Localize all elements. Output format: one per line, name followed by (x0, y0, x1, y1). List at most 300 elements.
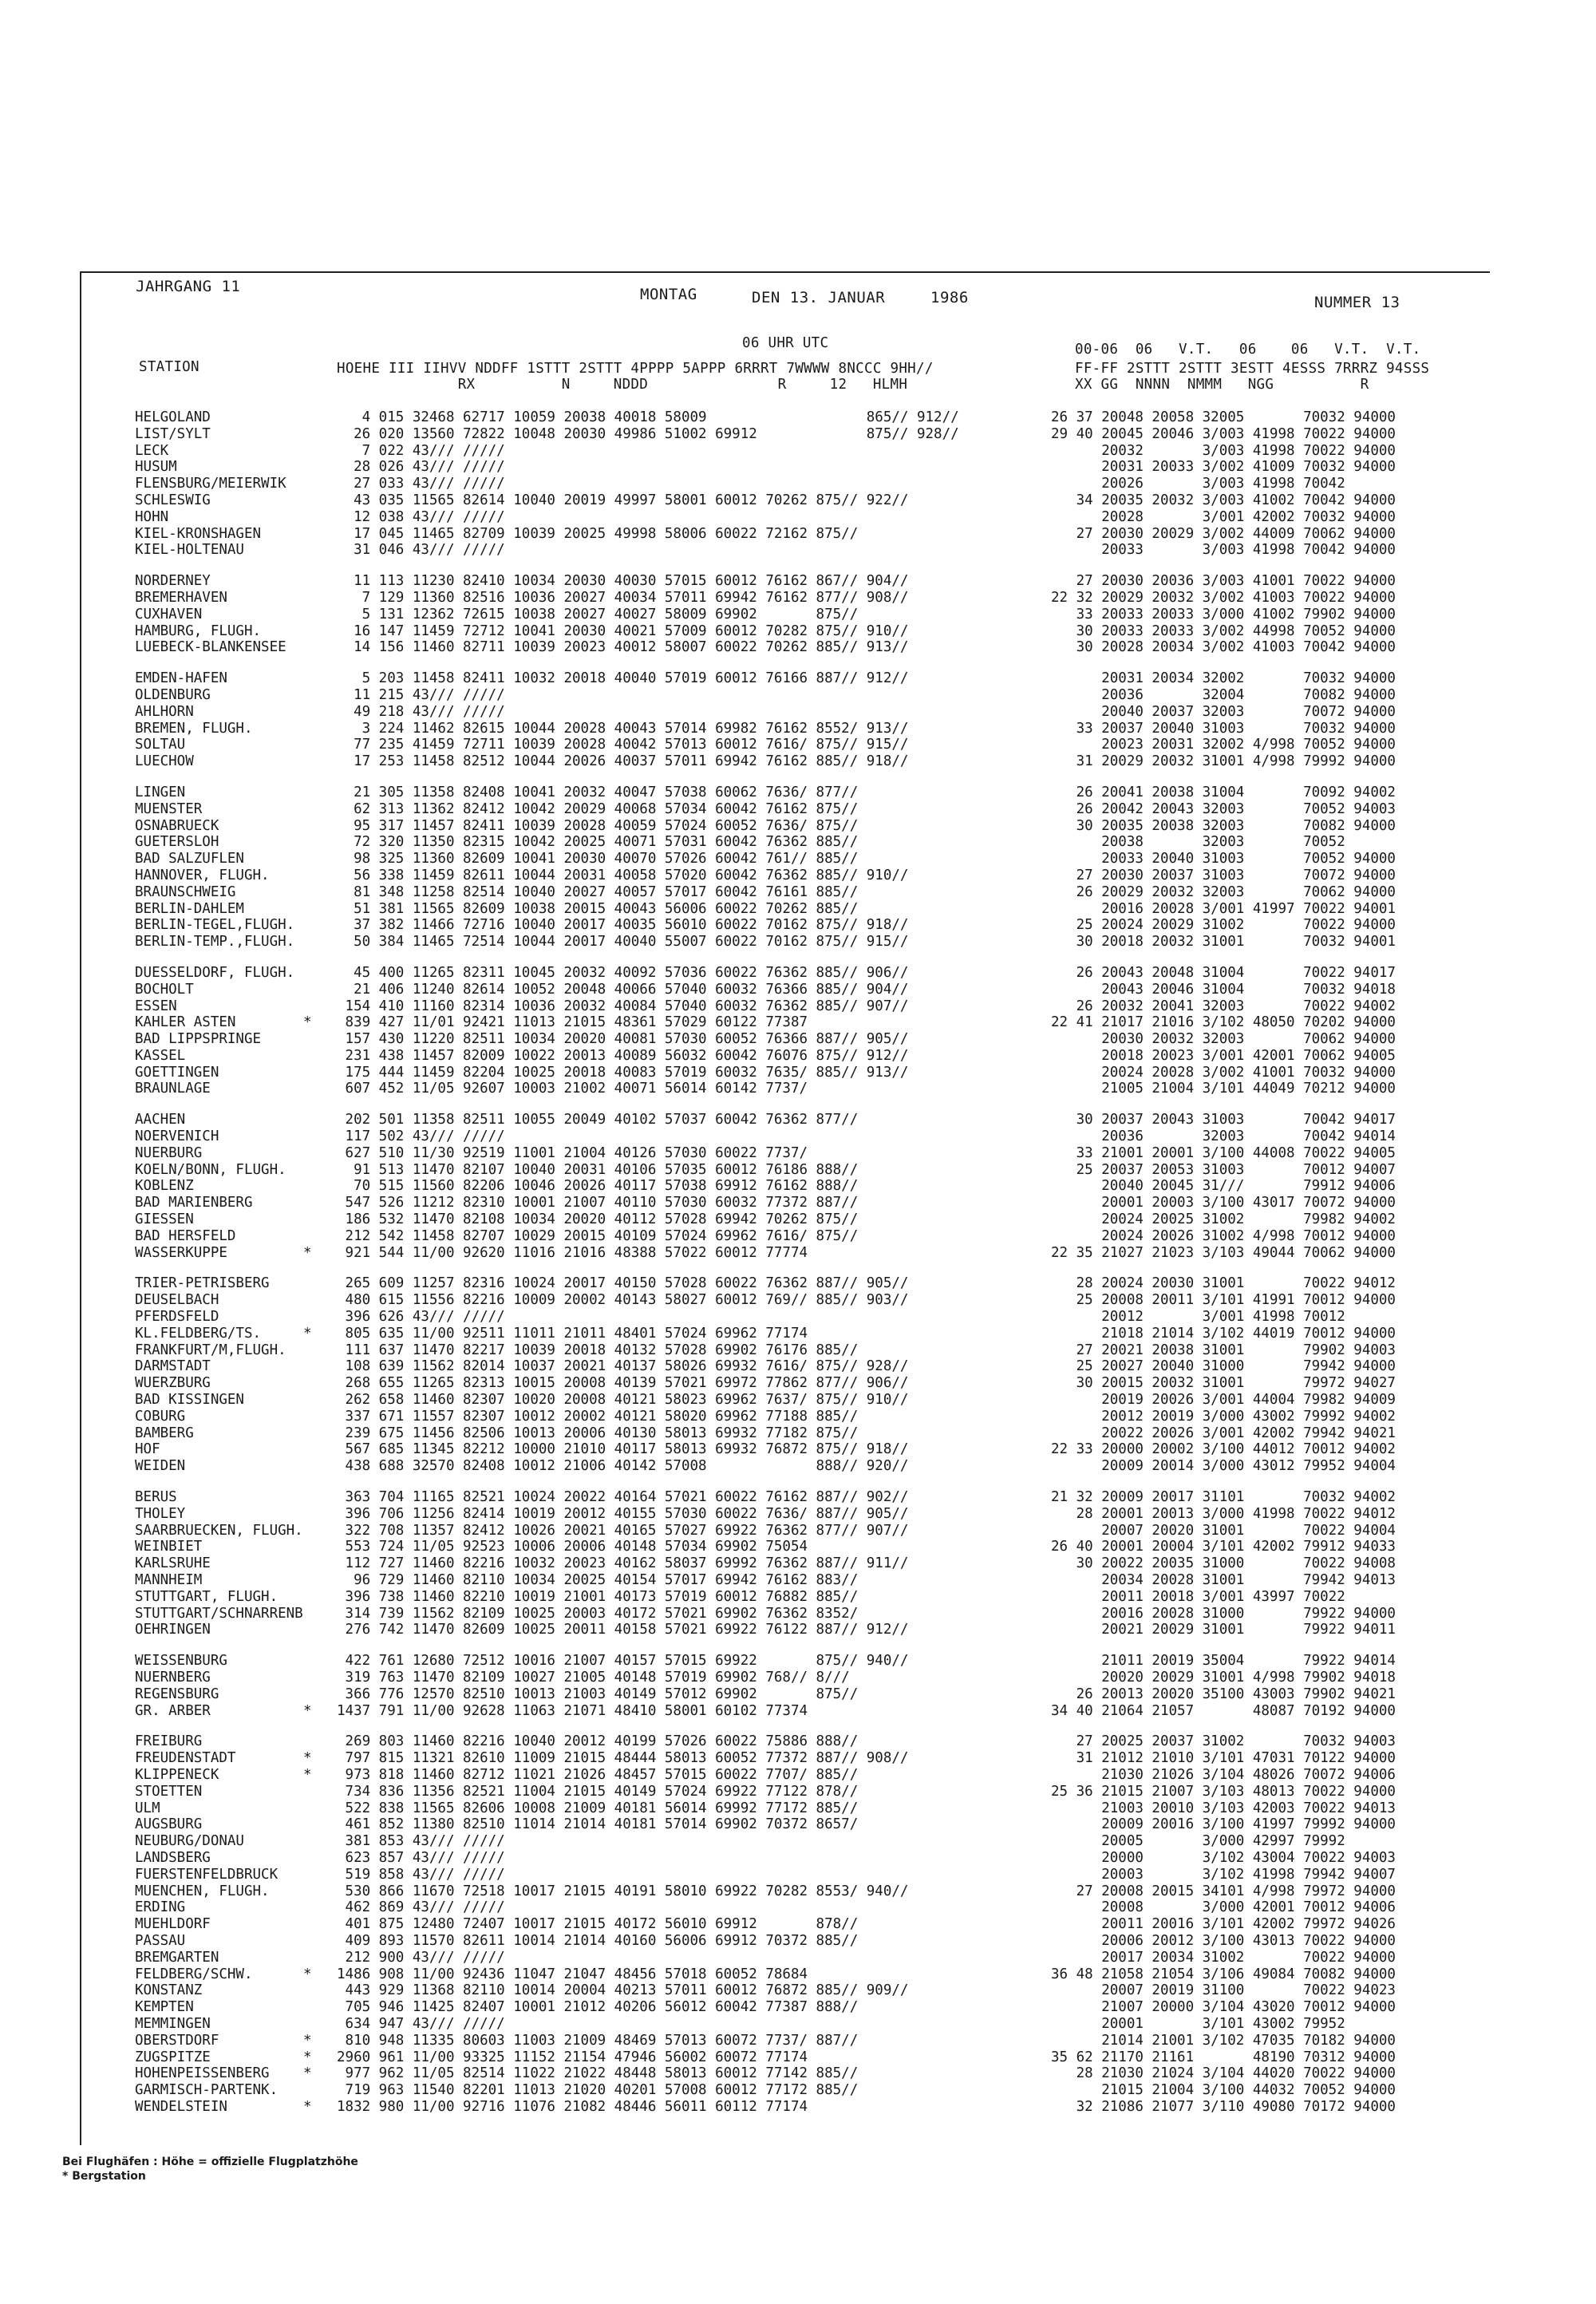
station-name: KAHLER ASTEN (135, 1014, 236, 1031)
station-row (81, 670, 1490, 687)
main-values: 157 430 11220 82511 10034 20020 40081 57030 60052 76366 887// 905// (337, 1031, 909, 1048)
side-values: 26 20032 20041 32003 70022 94002 (1051, 998, 1396, 1014)
main-values: 265 609 11257 82316 10024 20017 40150 57028 60022 76362 887// 905// (337, 1275, 909, 1292)
station-name: WEIDEN (135, 1458, 186, 1475)
mountain-marker: * (303, 1966, 312, 1982)
station-row (81, 721, 1490, 737)
station-row (81, 1622, 1490, 1638)
side-values: 36 48 21058 21054 3/106 49084 70082 94000 (1051, 1966, 1396, 1982)
mountain-marker: * (303, 1244, 312, 1261)
station-row (81, 1195, 1490, 1211)
main-values: 45 400 11265 82311 10045 20032 40092 57036 60022 76362 885// 906// (337, 964, 909, 981)
side-values: 20012 3/001 41998 70012 (1051, 1309, 1345, 1326)
station-name: FELDBERG/SCHW. (135, 1966, 253, 1982)
main-values: 719 963 11540 82201 11013 21020 40201 57008 60012 77172 885// (337, 2082, 859, 2099)
main-values: 1832 980 11/00 92716 11076 21082 48446 56011 60112 77174 (337, 2098, 808, 2115)
date-label: DEN 13. JANUAR (752, 289, 886, 306)
main-values: 401 875 12480 72407 10017 21015 40172 56010 69912 878// (337, 1916, 859, 1933)
mountain-marker: * (303, 1750, 312, 1767)
station-row (81, 1523, 1490, 1539)
main-values: 212 542 11458 82707 10029 20015 40109 57024 69962 7616/ 875// (337, 1227, 859, 1244)
station-name: HOHENPEISSENBERG (135, 2065, 270, 2082)
main-values: 5 203 11458 82411 10032 20018 40040 57019 60012 76166 887// 912// (337, 670, 909, 687)
main-values: 70 515 11560 82206 10046 20026 40117 57038 69912 76162 888// (337, 1178, 859, 1195)
station-row (81, 1800, 1490, 1817)
main-values: 12 038 43/// ///// (337, 508, 505, 525)
main-values: 91 513 11470 82107 10040 20031 40106 57035 60012 76186 888// (337, 1161, 859, 1178)
station-name: KL.FELDBERG/TS. (135, 1325, 262, 1342)
main-values: 623 857 43/// ///// (337, 1849, 505, 1866)
station-name: ERDING (135, 1899, 186, 1916)
station-group (81, 1653, 1490, 1719)
main-values: 396 738 11460 82210 10019 21001 40173 57019 60012 76882 885// (337, 1588, 859, 1605)
station-row (81, 1065, 1490, 1081)
side-values: 30 20022 20035 31000 70022 94008 (1051, 1555, 1396, 1572)
main-values: 522 838 11565 82606 10008 21009 40181 56014 69992 77172 885// (337, 1800, 859, 1816)
station-row (81, 704, 1490, 721)
side-values: 20031 20033 3/002 41009 70032 94000 (1051, 459, 1396, 476)
station-row (81, 509, 1490, 526)
main-values: 1486 908 11/00 92436 11047 21047 48456 57018 60052 78684 (337, 1966, 808, 1982)
side-values: 20022 20026 3/001 42002 79942 94021 (1051, 1425, 1396, 1441)
main-values: 14 156 11460 82711 10039 20023 40012 58007 60022 70262 885// 913// (337, 639, 909, 656)
station-name: KONSTANZ (135, 1982, 203, 1999)
station-row (81, 1275, 1490, 1292)
side-values: 25 36 21015 21007 3/103 48013 70022 94000 (1051, 1783, 1396, 1800)
main-values: 7 022 43/// ///// (337, 442, 505, 459)
main-values: 27 033 43/// ///// (337, 476, 505, 492)
main-values: 212 900 43/// ///// (337, 1949, 505, 1966)
main-values: 627 510 11/30 92519 11001 21004 40126 57030 60022 7737/ (337, 1144, 808, 1161)
station-name: NUERBURG (135, 1144, 203, 1161)
station-name: MEMMINGEN (135, 2015, 211, 2032)
main-values: 49 218 43/// ///// (337, 703, 505, 720)
side-values: 20020 20029 31001 4/998 79902 94018 (1051, 1669, 1396, 1686)
station-row (81, 1228, 1490, 1245)
side-values: 20024 20026 31002 4/998 70012 94000 (1051, 1227, 1396, 1244)
main-values: 16 147 11459 72712 10041 20030 40021 57009 60012 70282 875// 910// (337, 622, 909, 639)
station-row (81, 2016, 1490, 2033)
mountain-marker: * (303, 2049, 312, 2065)
side-values: 30 20028 20034 3/002 41003 70042 94000 (1051, 639, 1396, 656)
station-row (81, 492, 1490, 509)
side-values: 35 62 21170 21161 48190 70312 94000 (1051, 2049, 1396, 2065)
side-values: 20009 20016 3/100 41997 79992 94000 (1051, 1816, 1396, 1833)
station-row (81, 1867, 1490, 1883)
station-row (81, 737, 1490, 753)
station-row (81, 1162, 1490, 1179)
station-name: OLDENBURG (135, 686, 211, 703)
station-group (81, 784, 1490, 950)
main-values: 839 427 11/01 92421 11013 21015 48361 57029 60122 77387 (337, 1014, 808, 1031)
station-row (81, 1392, 1490, 1409)
station-group (81, 573, 1490, 656)
side-values: 20034 20028 31001 79942 94013 (1051, 1572, 1396, 1588)
station-row (81, 1292, 1490, 1309)
station-row (81, 1081, 1490, 1097)
main-values: 366 776 12570 82510 10013 21003 40149 57012 69902 875// (337, 1686, 859, 1702)
station-row (81, 1933, 1490, 1950)
station-row (81, 1458, 1490, 1475)
station-row (81, 1686, 1490, 1703)
station-row (81, 1425, 1490, 1442)
station-name: BOCHOLT (135, 981, 194, 998)
station-row (81, 1916, 1490, 1933)
station-name: BERLIN-TEMP.,FLUGH. (135, 934, 295, 950)
main-values: 111 637 11470 82217 10039 20018 40132 57028 69902 76176 885// (337, 1342, 859, 1358)
main-values: 422 761 12680 72512 10016 21007 40157 57015 69922 875// 940// (337, 1653, 909, 1670)
station-name: LECK (135, 442, 169, 459)
footnote-airports: Bei Flughäfen : Höhe = offizielle Flugplatzhöhe (62, 2156, 358, 2168)
main-values: 462 869 43/// ///// (337, 1899, 505, 1916)
main-values: 96 729 11460 82110 10034 20025 40154 57017 69942 76162 883// (337, 1572, 859, 1588)
side-values: 20040 20037 32003 70072 94000 (1051, 703, 1396, 720)
station-name: NEUBURG/DONAU (135, 1833, 244, 1850)
station-row (81, 687, 1490, 704)
station-row (81, 639, 1490, 656)
station-group (81, 965, 1490, 1097)
year-label: 1986 (930, 289, 969, 306)
side-values: 30 20033 20033 3/002 44998 70052 94000 (1051, 622, 1396, 639)
main-values: 396 706 11256 82414 10019 20012 40155 57030 60022 7636/ 887// 905// (337, 1505, 909, 1522)
observation-time: 06 UHR UTC (742, 335, 829, 351)
station-name: BAMBERG (135, 1425, 194, 1441)
station-row (81, 607, 1490, 623)
main-values: 547 526 11212 82310 10001 21007 40110 57030 60032 77372 887// (337, 1195, 859, 1211)
station-name: WUERZBURG (135, 1375, 211, 1392)
station-name: LUECHOW (135, 753, 194, 770)
issue-number: NUMMER 13 (1314, 294, 1400, 311)
main-values: 5 131 12362 72615 10038 20027 40027 58009 69902 875// (337, 606, 859, 622)
main-values: 438 688 32570 82408 10012 21006 40142 57008 888// 920// (337, 1458, 909, 1475)
main-values: 21 406 11240 82614 10052 20048 40066 57040 60032 76366 885// 904// (337, 981, 909, 998)
main-values: 112 727 11460 82216 10032 20023 40162 58037 69992 76362 887// 911// (337, 1555, 909, 1572)
station-name: BREMERHAVEN (135, 589, 227, 606)
station-name: FUERSTENFELDBRUCK (135, 1866, 279, 1883)
station-name: SAARBRUECKEN, FLUGH. (135, 1522, 303, 1539)
side-values: 27 20030 20037 31003 70072 94000 (1051, 867, 1396, 883)
side-values: 32 21086 21077 3/110 49080 70172 94000 (1051, 2098, 1396, 2115)
side-values: 21030 21026 3/104 48026 70072 94006 (1051, 1766, 1396, 1783)
station-name: KLIPPENECK (135, 1766, 219, 1783)
main-values: 530 866 11670 72518 10017 21015 40191 58010 69922 70282 8553/ 940// (337, 1883, 909, 1899)
station-name: MUENSTER (135, 800, 203, 817)
station-row (81, 1358, 1490, 1375)
station-name: REGENSBURG (135, 1686, 219, 1702)
main-values: 72 320 11350 82315 10042 20025 40071 57031 60042 76362 885// (337, 834, 859, 851)
side-values: 33 20033 20033 3/000 41002 79902 94000 (1051, 606, 1396, 622)
side-values: 22 33 20000 20002 3/100 44012 70012 94002 (1051, 1441, 1396, 1458)
station-name: FRANKFURT/M,FLUGH. (135, 1342, 286, 1358)
mountain-marker: * (303, 1014, 312, 1031)
side-values: 20043 20046 31004 70032 94018 (1051, 981, 1396, 998)
station-row (81, 917, 1490, 934)
main-values: 269 803 11460 82216 10040 20012 40199 57026 60022 75886 888// (337, 1733, 859, 1750)
side-values: 20033 3/003 41998 70042 94000 (1051, 542, 1396, 559)
station-row (81, 1409, 1490, 1425)
mountain-marker: * (303, 1325, 312, 1342)
station-name: GIESSEN (135, 1211, 194, 1228)
side-values: 26 37 20048 20058 32005 70032 94000 (1051, 409, 1396, 425)
main-values: 734 836 11356 82521 11004 21015 40149 57024 69922 77122 878// (337, 1783, 859, 1800)
station-name: NORDERNEY (135, 573, 211, 590)
main-values: 977 962 11/05 82514 11022 21022 48448 58013 60012 77142 885// (337, 2065, 859, 2082)
station-name: BAD MARIENBERG (135, 1195, 253, 1211)
station-row (81, 1999, 1490, 2016)
main-values: 268 655 11265 82313 10015 20008 40139 57021 69972 77862 877// 906// (337, 1375, 909, 1392)
station-row (81, 1670, 1490, 1686)
main-values: 50 384 11465 72514 10044 20017 40040 55007 60022 70162 875// 915// (337, 934, 909, 950)
main-values: 276 742 11470 82609 10025 20011 40158 57021 69922 76122 887// 912// (337, 1622, 909, 1638)
station-row (81, 1309, 1490, 1326)
side-values: 20038 32003 70052 (1051, 834, 1345, 851)
station-row (81, 818, 1490, 835)
station-name: WEINBIET (135, 1539, 203, 1555)
station-row (81, 1145, 1490, 1162)
station-name: HAMBURG, FLUGH. (135, 622, 262, 639)
station-row (81, 1245, 1490, 1262)
station-row (81, 1014, 1490, 1031)
side-values: 20036 32004 70082 94000 (1051, 686, 1396, 703)
side-values: 30 20035 20038 32003 70082 94000 (1051, 817, 1396, 834)
side-values: 21003 20010 3/103 42003 70022 94013 (1051, 1800, 1396, 1816)
station-name: ULM (135, 1800, 160, 1816)
side-values: 25 20037 20053 31003 70012 94007 (1051, 1161, 1396, 1178)
station-row (81, 998, 1490, 1015)
side-values: 26 20013 20020 35100 43003 79902 94021 (1051, 1686, 1396, 1702)
station-name: AUGSBURG (135, 1816, 203, 1833)
side-column-periods: 00-06 06 V.T. 06 06 V.T. V.T. (1075, 342, 1421, 358)
station-row (81, 1128, 1490, 1145)
side-values: 20018 20023 3/001 42001 70062 94005 (1051, 1047, 1396, 1064)
station-row (81, 1606, 1490, 1622)
mountain-marker: * (303, 2065, 312, 2082)
side-values: 28 21030 21024 3/104 44020 70022 94000 (1051, 2065, 1396, 2082)
station-row (81, 443, 1490, 460)
station-name: STOETTEN (135, 1783, 203, 1800)
side-values: 25 20024 20029 31002 70022 94000 (1051, 917, 1396, 934)
side-values: 31 21012 21010 3/101 47031 70122 94000 (1051, 1750, 1396, 1767)
main-values: 11 215 43/// ///// (337, 686, 505, 703)
station-name: GOETTINGEN (135, 1064, 219, 1081)
side-values: 27 20025 20037 31002 70032 94003 (1051, 1733, 1396, 1750)
side-values: 20001 20003 3/100 43017 70072 94000 (1051, 1195, 1396, 1211)
station-row (81, 542, 1490, 559)
station-name: BREMEN, FLUGH. (135, 720, 253, 737)
main-values: 37 382 11466 72716 10040 20017 40035 56010 60022 70162 875// 918// (337, 917, 909, 934)
main-column-subcodes: RX N NDDD R 12 HLMH (337, 377, 908, 393)
station-name: BAD KISSINGEN (135, 1392, 244, 1409)
station-row (81, 934, 1490, 950)
main-values: 108 639 11562 82014 10037 20021 40137 58026 69932 7616/ 875// 928// (337, 1358, 909, 1375)
main-values: 43 035 11565 82614 10040 20019 49997 58001 60012 70262 875// 922// (337, 492, 909, 508)
station-name: HELGOLAND (135, 409, 211, 425)
station-row (81, 1589, 1490, 1606)
station-row (81, 1784, 1490, 1800)
main-values: 810 948 11335 80603 11003 21009 48469 57013 60072 7737/ 887// (337, 2032, 859, 2049)
station-group (81, 409, 1490, 559)
station-name: SOLTAU (135, 737, 186, 753)
report-sheet (80, 271, 1490, 2145)
side-values: 20030 20032 32003 70062 94000 (1051, 1031, 1396, 1048)
mountain-marker: * (303, 2032, 312, 2049)
side-values: 30 20037 20043 31003 70042 94017 (1051, 1112, 1396, 1128)
main-values: 31 046 43/// ///// (337, 542, 505, 559)
station-row (81, 476, 1490, 492)
station-name: ESSEN (135, 998, 177, 1014)
side-values: 20023 20031 32002 4/998 70052 94000 (1051, 737, 1396, 753)
side-values: 33 21001 20001 3/100 44008 70022 94005 (1051, 1144, 1396, 1161)
station-row (81, 590, 1490, 607)
station-row (81, 867, 1490, 884)
side-values: 20032 3/003 41998 70022 94000 (1051, 442, 1396, 459)
station-name: BRAUNLAGE (135, 1081, 211, 1097)
station-name: KARLSRUHE (135, 1555, 211, 1572)
side-values: 20017 20034 31002 70022 94000 (1051, 1949, 1396, 1966)
main-values: 337 671 11557 82307 10012 20002 40121 58020 69962 77188 885// (337, 1408, 859, 1425)
side-values: 20007 20019 31100 70022 94023 (1051, 1982, 1396, 1999)
station-name: AHLHORN (135, 703, 194, 720)
station-name: STUTTGART, FLUGH. (135, 1588, 279, 1605)
station-row (81, 1966, 1490, 1983)
station-name: BRAUNSCHWEIG (135, 883, 236, 900)
station-row (81, 1342, 1490, 1359)
station-row (81, 1326, 1490, 1342)
station-row (81, 526, 1490, 543)
station-name: BAD HERSFELD (135, 1227, 236, 1244)
station-row (81, 1572, 1490, 1589)
main-values: 567 685 11345 82212 10000 21010 40117 58013 69932 76872 875// 918// (337, 1441, 909, 1458)
side-values: 20012 20019 3/000 43002 79992 94002 (1051, 1408, 1396, 1425)
station-group (81, 1112, 1490, 1261)
main-values: 805 635 11/00 92511 11011 21011 48401 57024 69962 77174 (337, 1325, 808, 1342)
station-name: BAD SALZUFLEN (135, 851, 244, 867)
station-name: LINGEN (135, 784, 186, 800)
station-name: FREUDENSTADT (135, 1750, 236, 1767)
side-values: 31 20029 20032 31001 4/998 79992 94000 (1051, 753, 1396, 770)
side-values: 20006 20012 3/100 43013 70022 94000 (1051, 1932, 1396, 1949)
side-values: 30 20015 20032 31001 79972 94027 (1051, 1375, 1396, 1392)
main-values: 231 438 11457 82009 10022 20013 40089 56032 60042 76076 875// 912// (337, 1047, 909, 1064)
station-row (81, 459, 1490, 476)
station-group (81, 1275, 1490, 1475)
side-values: 22 41 21017 21016 3/102 48050 70202 94000 (1051, 1014, 1396, 1031)
side-values: 20019 20026 3/001 44004 79982 94009 (1051, 1392, 1396, 1409)
mountain-marker: * (303, 1702, 312, 1719)
main-values: 553 724 11/05 92523 10006 20006 40148 57034 69902 75054 (337, 1539, 808, 1555)
station-row (81, 1982, 1490, 1999)
main-values: 51 381 11565 82609 10038 20015 40043 56006 60022 70262 885// (337, 900, 859, 917)
station-name: HOF (135, 1441, 160, 1458)
station-name: STUTTGART/SCHNARRENB (135, 1605, 303, 1622)
station-row (81, 623, 1490, 640)
side-values: 21015 21004 3/100 44032 70052 94000 (1051, 2082, 1396, 2099)
station-row (81, 834, 1490, 851)
station-name: LIST/SYLT (135, 425, 211, 442)
side-values: 21011 20019 35004 79922 94014 (1051, 1653, 1396, 1670)
station-name: PASSAU (135, 1932, 186, 1949)
station-row (81, 1506, 1490, 1523)
side-values: 26 20029 20032 32003 70062 94000 (1051, 883, 1396, 900)
station-row (81, 1899, 1490, 1916)
station-name: SCHLESWIG (135, 492, 211, 508)
station-row (81, 2082, 1490, 2099)
side-values: 20008 3/000 42001 70012 94006 (1051, 1899, 1396, 1916)
main-values: 77 235 41459 72711 10039 20028 40042 57013 60012 7616/ 875// 915// (337, 737, 909, 753)
station-name: DARMSTADT (135, 1358, 211, 1375)
station-row (81, 1031, 1490, 1048)
side-values: 26 20043 20048 31004 70022 94017 (1051, 964, 1396, 981)
station-row (81, 965, 1490, 982)
station-name: MANNHEIM (135, 1572, 203, 1588)
station-row (81, 2049, 1490, 2066)
station-row (81, 1833, 1490, 1850)
station-name: BERUS (135, 1489, 177, 1506)
main-values: 322 708 11357 82412 10026 20021 40165 57027 69922 76362 877// 907// (337, 1522, 909, 1539)
main-values: 21 305 11358 82408 10041 20032 40047 57038 60062 7636/ 877// (337, 784, 859, 800)
station-row (81, 1489, 1490, 1506)
side-values: 25 20008 20011 3/101 41991 70012 94000 (1051, 1292, 1396, 1309)
side-values: 26 40 20001 20004 3/101 42002 79912 94033 (1051, 1539, 1396, 1555)
station-name: BAD LIPPSPRINGE (135, 1031, 262, 1048)
side-values: 20024 20025 31002 79982 94002 (1051, 1211, 1396, 1228)
station-name: KOBLENZ (135, 1178, 194, 1195)
station-row (81, 851, 1490, 867)
side-values: 20024 20028 3/002 41001 70032 94000 (1051, 1064, 1396, 1081)
station-row (81, 1850, 1490, 1867)
station-name: ZUGSPITZE (135, 2049, 211, 2065)
side-values: 21018 21014 3/102 44019 70012 94000 (1051, 1325, 1396, 1342)
weekday-label: MONTAG (640, 286, 697, 303)
side-values: 27 20030 20029 3/002 44009 70062 94000 (1051, 525, 1396, 542)
main-values: 314 739 11562 82109 10025 20003 40172 57021 69902 76362 8352/ (337, 1605, 859, 1622)
mountain-marker: * (303, 2098, 312, 2115)
main-values: 461 852 11380 82510 11014 21014 40181 57014 69902 70372 8657/ (337, 1816, 859, 1833)
station-row (81, 1211, 1490, 1228)
station-name: WENDELSTEIN (135, 2098, 227, 2115)
station-group (81, 1489, 1490, 1638)
main-values: 11 113 11230 82410 10034 20030 40030 57015 60012 76162 867// 904// (337, 573, 909, 590)
station-row (81, 1375, 1490, 1392)
station-column-header: STATION (139, 359, 200, 375)
station-name: FLENSBURG/MEIERWIK (135, 476, 286, 492)
side-values: 30 20018 20032 31001 70032 94001 (1051, 934, 1396, 950)
side-values: 20001 3/101 43002 79952 (1051, 2015, 1345, 2032)
side-values: 21 32 20009 20017 31101 70032 94002 (1051, 1489, 1396, 1506)
station-name: KEMPTEN (135, 1999, 194, 2016)
side-values: 20036 32003 70042 94014 (1051, 1128, 1396, 1145)
station-name: HANNOVER, FLUGH. (135, 867, 270, 883)
station-name: COBURG (135, 1408, 186, 1425)
side-values: 20007 20020 31001 70022 94004 (1051, 1522, 1396, 1539)
side-values: 20021 20029 31001 79922 94011 (1051, 1622, 1396, 1638)
main-values: 239 675 11456 82506 10013 20006 40130 58013 69932 77182 875// (337, 1425, 859, 1441)
station-name: LANDSBERG (135, 1849, 211, 1866)
station-name: BREMGARTEN (135, 1949, 219, 1966)
main-values: 797 815 11321 82610 11009 21015 48444 58013 60052 77372 887// 908// (337, 1750, 909, 1767)
station-name: KASSEL (135, 1047, 186, 1064)
station-row (81, 1703, 1490, 1720)
main-values: 26 020 13560 72822 10048 20030 49986 51002 69912 875// 928// (337, 425, 959, 442)
station-row (81, 884, 1490, 901)
side-values: 21007 20000 3/104 43020 70012 94000 (1051, 1999, 1396, 2016)
main-values: 95 317 11457 82411 10039 20028 40059 57024 60052 7636/ 875// (337, 817, 859, 834)
station-row (81, 1178, 1490, 1195)
station-name: KOELN/BONN, FLUGH. (135, 1161, 286, 1178)
side-values: 20016 20028 3/001 41997 70022 94001 (1051, 900, 1396, 917)
volume-label: JAHRGANG 11 (136, 278, 241, 295)
main-values: 409 893 11570 82611 10014 21014 40160 56006 69912 70372 885// (337, 1932, 859, 1949)
